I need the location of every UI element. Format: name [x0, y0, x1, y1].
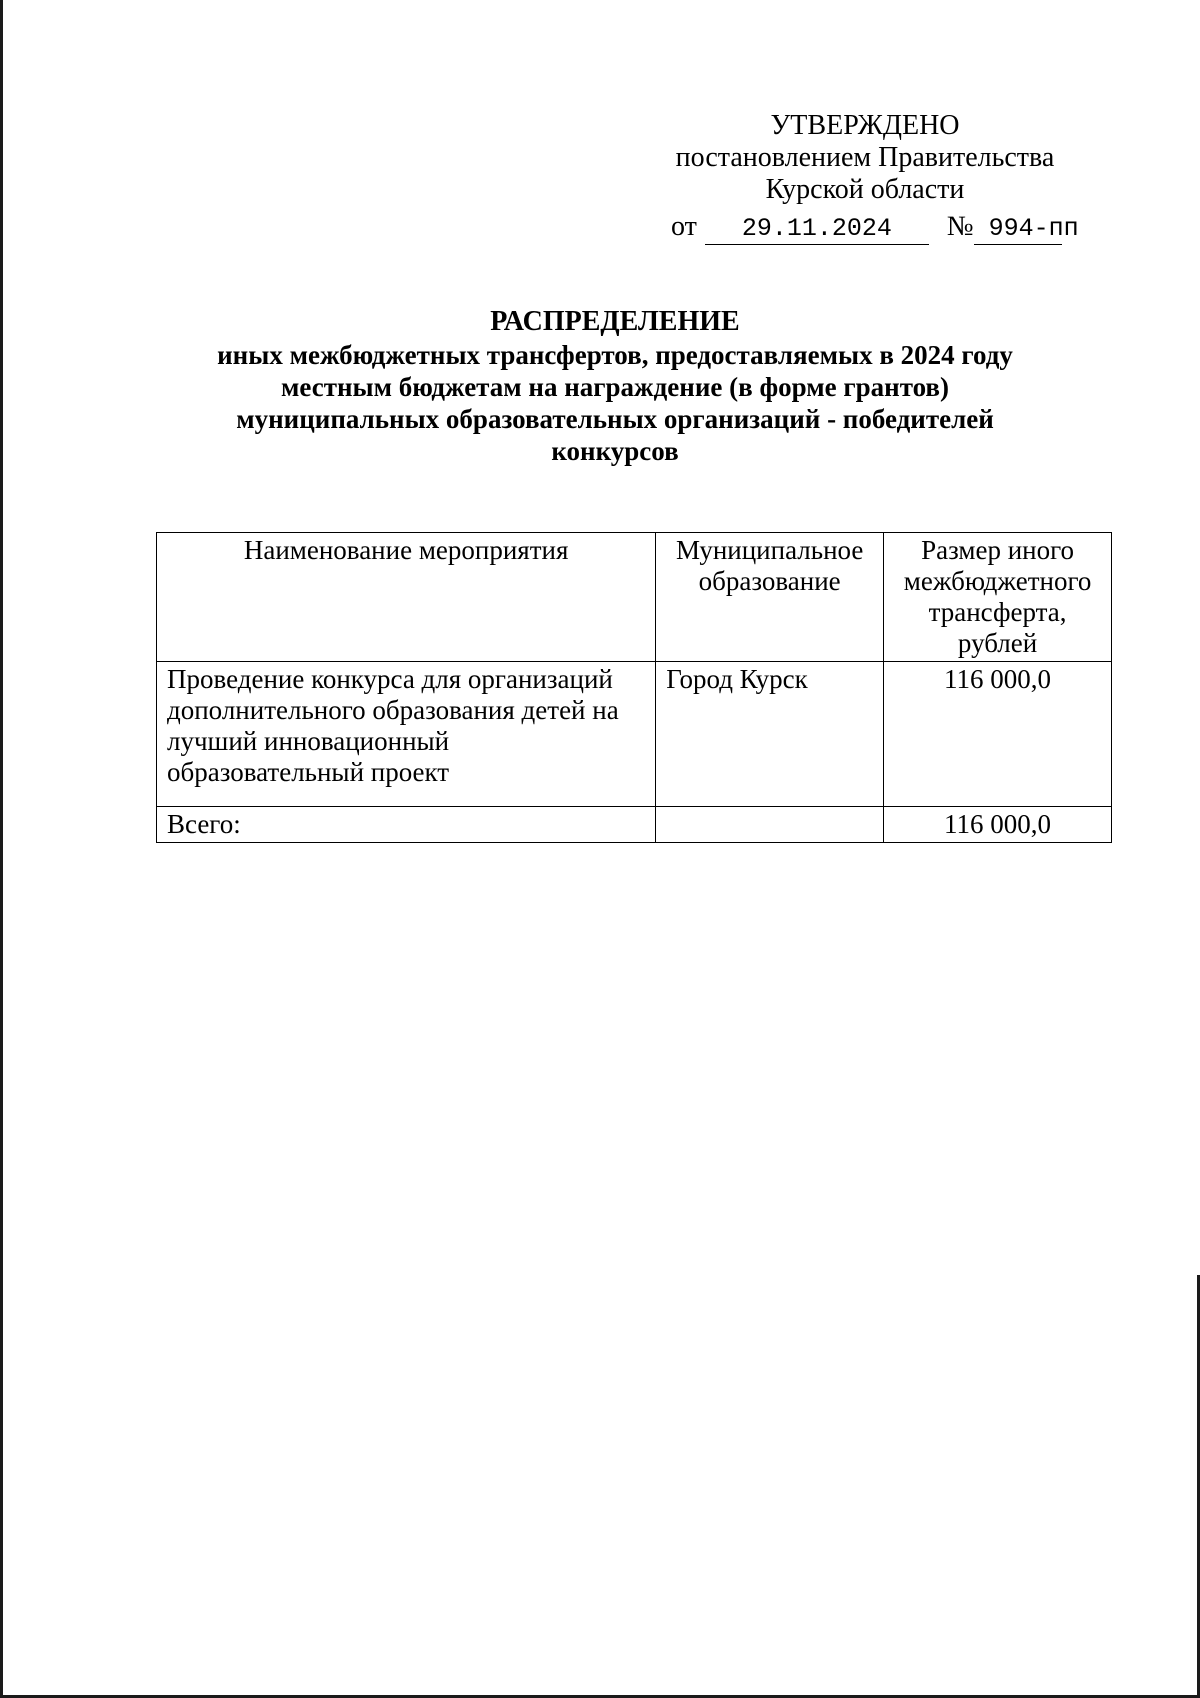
table-row	[157, 662, 1112, 807]
approval-stamp	[660, 110, 1070, 206]
cell-amount: 116 000,0	[884, 662, 1112, 807]
approval-date: 29.11.2024	[705, 214, 929, 245]
cell-event-name: Проведение конкурса для организаций дополнительного образования детей на лучший инновационный образовательный проект	[157, 662, 656, 807]
approval-authority: постановлением Правительства	[675, 142, 1055, 173]
header-transfer-size: Размер иного межбюджетного трансферта, рублей	[884, 533, 1112, 662]
approval-number: 994-пп	[974, 214, 1062, 245]
total-label: Всего:	[157, 807, 656, 843]
distribution-table	[156, 532, 1112, 843]
header-municipality: Муниципальное образование	[656, 533, 884, 662]
approval-from-label: от	[671, 211, 697, 242]
page-edge-left	[0, 0, 3, 1698]
title-line-1: иных межбюджетных трансфертов, предоставляемых в 2024 году	[217, 340, 1013, 370]
table-header-row	[157, 533, 1112, 662]
table-total-row	[157, 807, 1112, 843]
total-amount: 116 000,0	[884, 807, 1112, 843]
approval-date-number	[671, 210, 1079, 245]
total-municipality	[656, 807, 884, 843]
document-title	[140, 306, 1090, 467]
title-main: РАСПРЕДЕЛЕНИЕ	[490, 306, 740, 337]
approval-number-sign: №	[946, 211, 974, 242]
cell-municipality: Город Курск	[656, 662, 884, 807]
approval-heading: УТВЕРЖДЕНО	[770, 110, 960, 141]
approval-region: Курской области	[765, 174, 965, 205]
header-event-name: Наименование мероприятия	[157, 533, 656, 662]
title-line-2: местным бюджетам на награждение (в форме грантов)	[281, 372, 949, 402]
title-line-4: конкурсов	[551, 436, 679, 466]
title-line-3: муниципальных образовательных организаций - победителей	[236, 404, 994, 434]
